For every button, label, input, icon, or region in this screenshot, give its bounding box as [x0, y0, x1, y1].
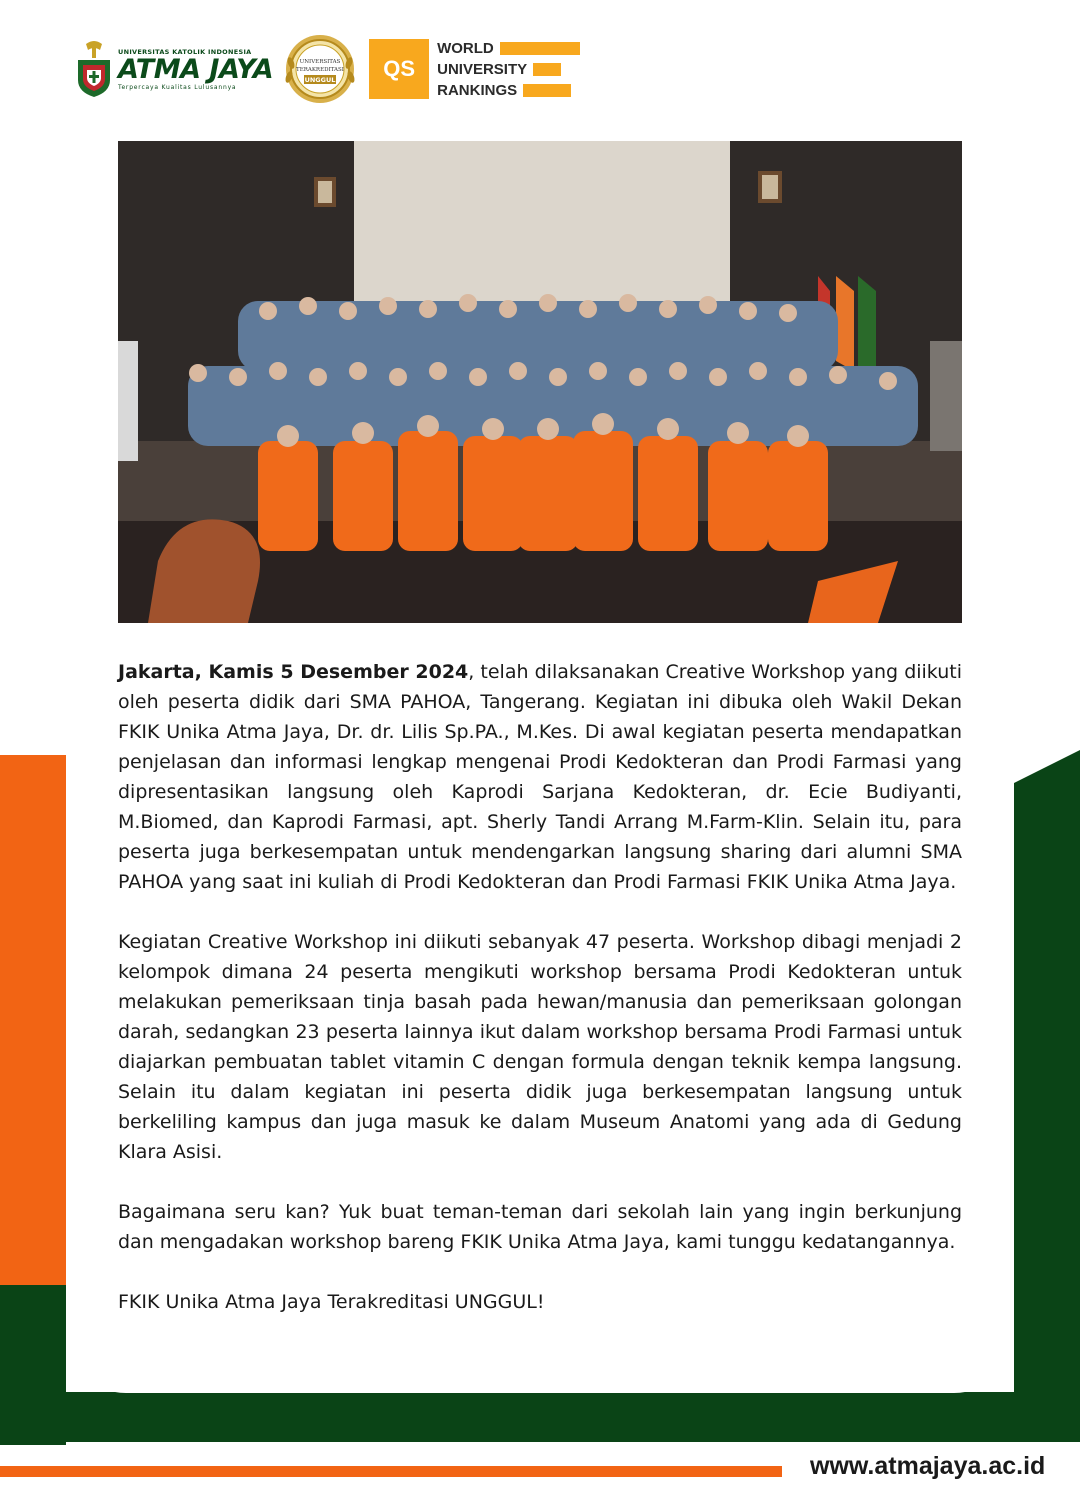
seal-mid-text: TERAKREDITASI [296, 67, 345, 73]
qs-logo [369, 39, 429, 99]
article-body [118, 657, 962, 1317]
atma-jaya-logo [76, 40, 273, 98]
green-bottom-band [0, 1392, 1080, 1442]
university-subtitle: UNIVERSITAS KATOLIK INDONESIA [118, 47, 252, 56]
group-photo [118, 141, 962, 623]
qs-line-2: UNIVERSITY [437, 60, 528, 78]
group-photo-image [118, 141, 962, 623]
seal-badge-text: UNGGUL [304, 76, 336, 84]
qs-line-1: WORLD [437, 39, 494, 57]
orange-side-accent [0, 700, 66, 760]
paragraph-3: Bagaimana seru kan? Yuk buat teman-teman dari sekolah lain yang ingin berkunjung dan mengadakan workshop bareng FKIK Unika Atma Jaya, kami tunggu kedatangannya. [118, 1201, 962, 1253]
paragraph-1 [118, 657, 962, 897]
paragraph-4: FKIK Unika Atma Jaya Terakreditasi UNGGUL! [118, 1291, 545, 1313]
qs-line-3: RANKINGS [437, 81, 518, 99]
paragraph-1-text: , telah dilaksanakan Creative Workshop yang diikuti oleh peserta didik dari SMA PAHOA, Tangerang. Kegiatan ini dibuka oleh Wakil Dekan FKIK Unika Atma Jaya, Dr. dr. Lilis Sp.PA., M.Kes. Di awal kegiatan peserta mendapatkan penjelasan dan informasi lengkap mengenai Prodi Kedokteran dan Prodi Farmasi yang dipresentasikan langsung oleh Kaprodi Sarjana Kedokteran, dr. Ecie Budiyanti, M.Biomed, dan Kaprodi Farmasi, apt. Sherly Tandi Arrang M.Farm-Klin. Selain itu, para peserta juga berkesempatan untuk mendengarkan langsung sharing dari alumni SMA PAHOA yang saat ini kuliah di Prodi Kedokteran dan Prodi Farmasi FKIK Unika Atma Jaya. [118, 661, 962, 893]
website-link[interactable]: www.atmajaya.ac.id [810, 1452, 1046, 1480]
university-tagline: Terpercaya Kualitas Lulusannya [118, 83, 237, 91]
atma-jaya-crest-icon [76, 40, 112, 98]
article-dateline: Jakarta, Kamis 5 Desember 2024 [118, 661, 469, 683]
qs-rankings-label [437, 38, 580, 101]
header-logos [76, 34, 580, 104]
paragraph-2: Kegiatan Creative Workshop ini diikuti sebanyak 47 peserta. Workshop dibagi menjadi 2 kelompok dimana 24 peserta mengikuti workshop bersama Prodi Kedokteran untuk melakukan pemeriksaan tinja basah pada hewan/manusia dan pemeriksaan golongan darah, sedangkan 23 peserta lainnya ikut dalam workshop bersama Prodi Farmasi untuk diajarkan pembuatan tablet vitamin C dengan formula dengan teknik kempa langsung. Selain itu dalam kegiatan ini peserta didik juga berkesempatan langsung untuk berkeliling kampus dan juga masuk ke dalam Museum Anatomi yang ada di Gedung Klara Asisi. [118, 931, 962, 1163]
green-right-band [1014, 750, 1080, 1442]
accreditation-seal-icon [281, 33, 359, 105]
footer-orange-bar [0, 1466, 782, 1477]
university-name: ATMA JAYA [118, 53, 274, 85]
seal-top-text: UNIVERSITAS [299, 59, 341, 65]
qs-mark: QS [383, 56, 415, 81]
